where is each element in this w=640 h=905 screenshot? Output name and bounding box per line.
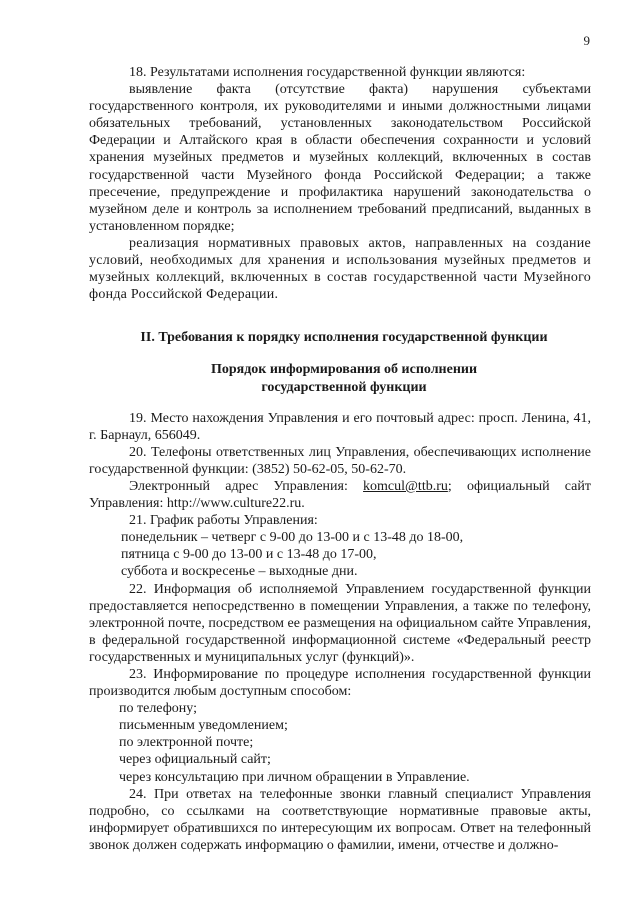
method-letter: письменным уведомлением; xyxy=(119,718,288,734)
p20-phones: 20. Телефоны ответственных лиц Управления, обеспечивающих исполнение государственной функции: (3852) 50-62-05, 50-62-70. xyxy=(89,444,591,477)
section-title: II. Требования к порядку исполнения государственной функции xyxy=(140,330,548,346)
p24-phone-answers: 24. При ответах на телефонные звонки главный специалист Управления подробно, со ссылками на соответствующие нормативные правовые акты, информирует обратившихся по интересующим их вопросам. Ответ на телефонный звонок должен содержать информацию о фамилии, имени, отчестве и должно- xyxy=(89,786,591,853)
email-website xyxy=(89,478,591,512)
method-email: по электронной почте; xyxy=(119,735,254,751)
method-website: через официальный сайт; xyxy=(119,752,271,768)
p22-info: 22. Информация об исполняемой Управлением государственной функции предоставляется непосредственно в помещении Управления, а также по телефону, электронной почте, посредством ее размещения на официальном сайте Управления, в федеральной государственной информационной системе «Федеральный реестр государственных и муниципальных услуг (функций)». xyxy=(89,581,591,665)
page-number: 9 xyxy=(583,33,590,48)
p18-result-1: выявление факта (отсутствие факта) нарушения субъектами государственного контроля, их руководителями и иными должностными лицами обязательных требований, установленных законодательством Российской Федерации и Алтайского края в области обеспечения сохранности и условий хранения музейных предметов и музейных коллекций, включенных в состав государственной части Музейного фонда Российской Федерации; а также пресечение, предупреждение и профилактика нарушений законодательства о музейном деле и контроль за исполнением требований предписаний, выданных в установленном порядке; xyxy=(89,82,591,234)
subsection-title-line1: Порядок информирования об исполнении xyxy=(210,362,478,378)
subsection-title xyxy=(89,361,591,395)
schedule-weekend: суббота и воскресенье – выходные дни. xyxy=(121,564,358,580)
schedule-fri: пятница с 9-00 до 13-00 и с 13-48 до 17-00, xyxy=(121,547,377,563)
schedule-mon-thu: понедельник – четверг с 9-00 до 13-00 и с 13-48 до 18-00, xyxy=(121,530,464,546)
subsection-title-line2: государственной функции xyxy=(261,379,427,395)
p23-informing: 23. Информирование по процедуре исполнения государственной функции производится любым доступным способом: xyxy=(89,667,591,700)
email-suffix: ; официальный сайт Управления: http://www.culture22.ru. xyxy=(89,478,591,512)
email-prefix: Электронный адрес Управления: xyxy=(129,478,348,494)
method-visit: через консультацию при личном обращении в Управление. xyxy=(119,769,470,785)
method-phone: по телефону; xyxy=(119,701,197,717)
p19-address: 19. Место нахождения Управления и его почтовый адрес: просп. Ленина, 41, г. Барнаул, 656049. xyxy=(89,410,591,443)
email-link[interactable]: komcul@ttb.ru xyxy=(363,478,448,494)
p21-heading: 21. График работы Управления: xyxy=(129,513,318,529)
p18-result-2: реализация нормативных правовых актов, направленных на создание условий, необходимых для хранения и использования музейных предметов и музейных коллекций, включенных в состав государственной части Музейного фонда Российской Федерации. xyxy=(89,235,591,303)
p18-heading: 18. Результатами исполнения государственной функции являются: xyxy=(129,65,526,80)
